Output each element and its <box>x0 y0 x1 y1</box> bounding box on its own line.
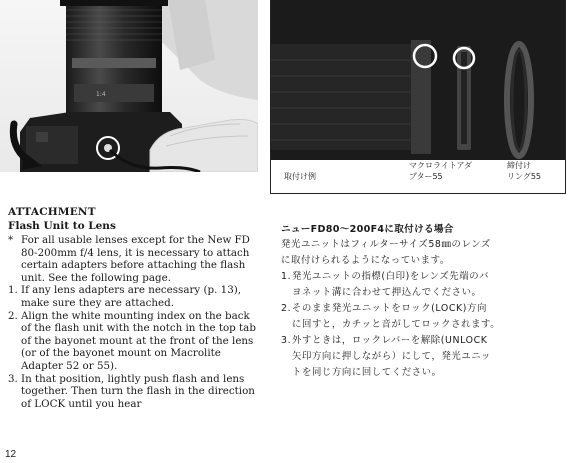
jp-item-line: そのまま発光ユニットをロック(LOCK)方向 <box>292 303 487 314</box>
jp-list-item <box>281 333 563 381</box>
list-marker: * <box>8 234 14 246</box>
caption-example: 取付け例 <box>284 172 316 181</box>
camera-lens-illustration <box>0 0 258 172</box>
instruction-list <box>8 234 260 410</box>
list-item-text: If any lens adapters are necessary (p. 13), make sure they are attached. <box>21 284 242 309</box>
jp-heading: ニューFD80～200F4に取付ける場合 <box>281 224 454 235</box>
list-item-text: In that position, lightly push flash and lens together. Then turn the flash in the direction of LOCK until you hear <box>21 372 255 410</box>
jp-intro-line: に取付けられるようになっています。 <box>281 255 450 266</box>
list-item <box>8 310 260 373</box>
jp-intro-line: 発光ユニットはフィルターサイズ58㎜のレンズ <box>281 239 491 250</box>
jp-item-line: 矢印方向に押しながら）にして，発光ユニッ <box>292 351 491 362</box>
japanese-column <box>281 223 563 381</box>
svg-text:1:4: 1:4 <box>96 91 106 98</box>
list-item <box>8 234 260 284</box>
list-item-text: For all usable lenses except for the New FD 80-200mm f/4 lens, it is necessary to attach certain adapters before attaching the flash unit. See the following page. <box>21 234 250 284</box>
list-item <box>8 284 260 309</box>
jp-item-line: トを同じ方向に回してください。 <box>292 367 442 378</box>
list-marker: 1. <box>8 284 18 297</box>
jp-list-number: 3. <box>281 335 292 346</box>
jp-item-line: 発光ユニットの指標(白印)をレンズ先端のバ <box>292 271 490 282</box>
jp-item-line: に回すと，カチッと音がしてロックされます。 <box>292 319 501 330</box>
jp-list-item <box>281 269 563 301</box>
caption-macrolite-adapter: マクロライトアダ プター55 <box>409 161 472 181</box>
list-marker: 2. <box>8 309 18 322</box>
list-marker: 3. <box>8 372 18 385</box>
jp-item-line: 外すときは，ロックレバーを解除(UNLOCK <box>292 335 488 346</box>
jp-list-item <box>281 301 563 333</box>
photo-lens-adapters <box>270 0 566 194</box>
page-number: 12 <box>5 449 17 460</box>
photo-flash-on-camera <box>0 0 258 172</box>
section-title: ATTACHMENT <box>8 206 96 218</box>
jp-item-line: ヨネット溝に合わせて押込んでください。 <box>292 287 482 298</box>
section-subtitle: Flash Unit to Lens <box>8 220 116 232</box>
list-item-text: Align the white mounting index on the back of the flash unit with the notch in the top tab of the bayonet mount at the front of the lens (or of the bayonet mount on Macrolite Adapter 52 or 55). <box>21 309 256 372</box>
list-item <box>8 373 260 411</box>
english-column <box>8 206 260 410</box>
caption-clamping-ring: 締付け リング55 <box>507 161 542 181</box>
jp-list-number: 1. <box>281 271 292 282</box>
jp-list-number: 2. <box>281 303 292 314</box>
